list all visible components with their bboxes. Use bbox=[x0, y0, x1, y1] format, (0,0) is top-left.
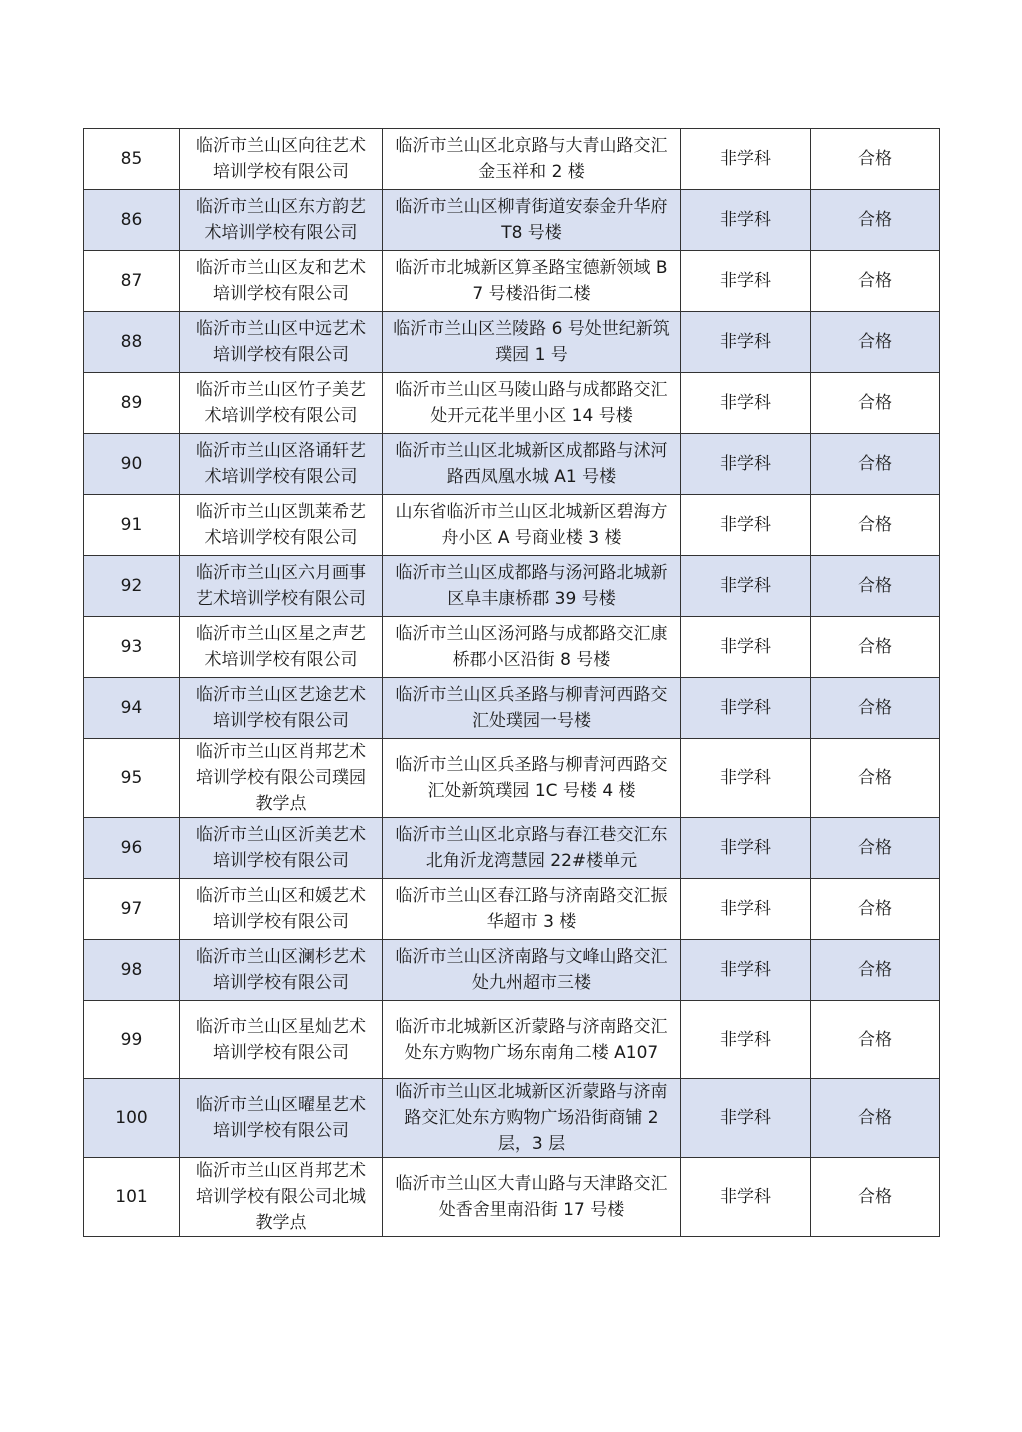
institution-name-cell: 临沂市兰山区沂美艺术培训学校有限公司 bbox=[180, 818, 383, 879]
result-cell: 合格 bbox=[811, 678, 940, 739]
institution-name-cell: 临沂市兰山区中远艺术培训学校有限公司 bbox=[180, 312, 383, 373]
institution-name-cell: 临沂市兰山区竹子美艺术培训学校有限公司 bbox=[180, 373, 383, 434]
institution-name-cell: 临沂市兰山区澜杉艺术培训学校有限公司 bbox=[180, 940, 383, 1001]
result-cell: 合格 bbox=[811, 556, 940, 617]
table-row bbox=[84, 434, 940, 495]
row-number-cell: 91 bbox=[84, 495, 180, 556]
row-number-cell: 86 bbox=[84, 190, 180, 251]
institution-name-cell: 临沂市兰山区曜星艺术培训学校有限公司 bbox=[180, 1079, 383, 1158]
address-cell: 临沂市兰山区北城新区成都路与沭河路西凤凰水城 A1 号楼 bbox=[383, 434, 681, 495]
table-row bbox=[84, 818, 940, 879]
institution-name-cell: 临沂市兰山区友和艺术培训学校有限公司 bbox=[180, 251, 383, 312]
category-cell: 非学科 bbox=[681, 818, 811, 879]
table-row bbox=[84, 879, 940, 940]
category-cell: 非学科 bbox=[681, 739, 811, 818]
address-cell: 临沂市兰山区汤河路与成都路交汇康桥郡小区沿街 8 号楼 bbox=[383, 617, 681, 678]
table-row bbox=[84, 940, 940, 1001]
result-cell: 合格 bbox=[811, 129, 940, 190]
table-row bbox=[84, 495, 940, 556]
category-cell: 非学科 bbox=[681, 312, 811, 373]
category-cell: 非学科 bbox=[681, 1158, 811, 1237]
table-row bbox=[84, 1079, 940, 1158]
result-cell: 合格 bbox=[811, 1001, 940, 1079]
category-cell: 非学科 bbox=[681, 495, 811, 556]
result-cell: 合格 bbox=[811, 373, 940, 434]
address-cell: 临沂市兰山区北城新区沂蒙路与济南路交汇处东方购物广场沿街商铺 2 层，3 层 bbox=[383, 1079, 681, 1158]
table-row bbox=[84, 1001, 940, 1079]
category-cell: 非学科 bbox=[681, 678, 811, 739]
row-number-cell: 94 bbox=[84, 678, 180, 739]
table-row bbox=[84, 617, 940, 678]
result-cell: 合格 bbox=[811, 434, 940, 495]
category-cell: 非学科 bbox=[681, 940, 811, 1001]
institution-table bbox=[83, 128, 940, 1237]
table-row bbox=[84, 556, 940, 617]
row-number-cell: 88 bbox=[84, 312, 180, 373]
table-row bbox=[84, 190, 940, 251]
table-row bbox=[84, 129, 940, 190]
row-number-cell: 92 bbox=[84, 556, 180, 617]
result-cell: 合格 bbox=[811, 1158, 940, 1237]
result-cell: 合格 bbox=[811, 190, 940, 251]
address-cell: 临沂市兰山区兵圣路与柳青河西路交汇处璞园一号楼 bbox=[383, 678, 681, 739]
row-number-cell: 101 bbox=[84, 1158, 180, 1237]
institution-name-cell: 临沂市兰山区艺途艺术培训学校有限公司 bbox=[180, 678, 383, 739]
address-cell: 临沂市兰山区柳青街道安泰金升华府 T8 号楼 bbox=[383, 190, 681, 251]
row-number-cell: 85 bbox=[84, 129, 180, 190]
institution-name-cell: 临沂市兰山区洛诵轩艺术培训学校有限公司 bbox=[180, 434, 383, 495]
address-cell: 临沂市兰山区马陵山路与成都路交汇处开元花半里小区 14 号楼 bbox=[383, 373, 681, 434]
row-number-cell: 89 bbox=[84, 373, 180, 434]
institution-name-cell: 临沂市兰山区六月画事艺术培训学校有限公司 bbox=[180, 556, 383, 617]
category-cell: 非学科 bbox=[681, 129, 811, 190]
institution-name-cell: 临沂市兰山区东方韵艺术培训学校有限公司 bbox=[180, 190, 383, 251]
institution-name-cell: 临沂市兰山区星灿艺术培训学校有限公司 bbox=[180, 1001, 383, 1079]
category-cell: 非学科 bbox=[681, 190, 811, 251]
row-number-cell: 90 bbox=[84, 434, 180, 495]
table-row bbox=[84, 373, 940, 434]
row-number-cell: 98 bbox=[84, 940, 180, 1001]
row-number-cell: 96 bbox=[84, 818, 180, 879]
category-cell: 非学科 bbox=[681, 373, 811, 434]
result-cell: 合格 bbox=[811, 251, 940, 312]
table-row bbox=[84, 312, 940, 373]
category-cell: 非学科 bbox=[681, 1001, 811, 1079]
row-number-cell: 93 bbox=[84, 617, 180, 678]
institution-name-cell: 临沂市兰山区向往艺术培训学校有限公司 bbox=[180, 129, 383, 190]
category-cell: 非学科 bbox=[681, 879, 811, 940]
result-cell: 合格 bbox=[811, 818, 940, 879]
result-cell: 合格 bbox=[811, 1079, 940, 1158]
row-number-cell: 95 bbox=[84, 739, 180, 818]
address-cell: 临沂市兰山区春江路与济南路交汇振华超市 3 楼 bbox=[383, 879, 681, 940]
result-cell: 合格 bbox=[811, 312, 940, 373]
address-cell: 临沂市兰山区兵圣路与柳青河西路交汇处新筑璞园 1C 号楼 4 楼 bbox=[383, 739, 681, 818]
category-cell: 非学科 bbox=[681, 434, 811, 495]
category-cell: 非学科 bbox=[681, 251, 811, 312]
address-cell: 临沂市兰山区北京路与春江巷交汇东北角沂龙湾慧园 22#楼单元 bbox=[383, 818, 681, 879]
table-row bbox=[84, 251, 940, 312]
result-cell: 合格 bbox=[811, 495, 940, 556]
institution-name-cell: 临沂市兰山区肖邦艺术培训学校有限公司北城教学点 bbox=[180, 1158, 383, 1237]
address-cell: 临沂市兰山区济南路与文峰山路交汇处九州超市三楼 bbox=[383, 940, 681, 1001]
category-cell: 非学科 bbox=[681, 1079, 811, 1158]
address-cell: 临沂市兰山区成都路与汤河路北城新区阜丰康桥郡 39 号楼 bbox=[383, 556, 681, 617]
row-number-cell: 87 bbox=[84, 251, 180, 312]
address-cell: 山东省临沂市兰山区北城新区碧海方舟小区 A 号商业楼 3 楼 bbox=[383, 495, 681, 556]
row-number-cell: 99 bbox=[84, 1001, 180, 1079]
table-row bbox=[84, 1158, 940, 1237]
row-number-cell: 97 bbox=[84, 879, 180, 940]
institution-name-cell: 临沂市兰山区凯莱希艺术培训学校有限公司 bbox=[180, 495, 383, 556]
address-cell: 临沂市兰山区北京路与大青山路交汇金玉祥和 2 楼 bbox=[383, 129, 681, 190]
institution-name-cell: 临沂市兰山区肖邦艺术培训学校有限公司璞园教学点 bbox=[180, 739, 383, 818]
address-cell: 临沂市兰山区大青山路与天津路交汇处香舍里南沿街 17 号楼 bbox=[383, 1158, 681, 1237]
category-cell: 非学科 bbox=[681, 617, 811, 678]
table-row bbox=[84, 739, 940, 818]
result-cell: 合格 bbox=[811, 879, 940, 940]
address-cell: 临沂市北城新区沂蒙路与济南路交汇处东方购物广场东南角二楼 A107 bbox=[383, 1001, 681, 1079]
row-number-cell: 100 bbox=[84, 1079, 180, 1158]
result-cell: 合格 bbox=[811, 739, 940, 818]
table-row bbox=[84, 678, 940, 739]
address-cell: 临沂市北城新区算圣路宝德新领域 B7 号楼沿街二楼 bbox=[383, 251, 681, 312]
institution-name-cell: 临沂市兰山区和媛艺术培训学校有限公司 bbox=[180, 879, 383, 940]
address-cell: 临沂市兰山区兰陵路 6 号处世纪新筑璞园 1 号 bbox=[383, 312, 681, 373]
category-cell: 非学科 bbox=[681, 556, 811, 617]
institution-name-cell: 临沂市兰山区星之声艺术培训学校有限公司 bbox=[180, 617, 383, 678]
result-cell: 合格 bbox=[811, 940, 940, 1001]
result-cell: 合格 bbox=[811, 617, 940, 678]
